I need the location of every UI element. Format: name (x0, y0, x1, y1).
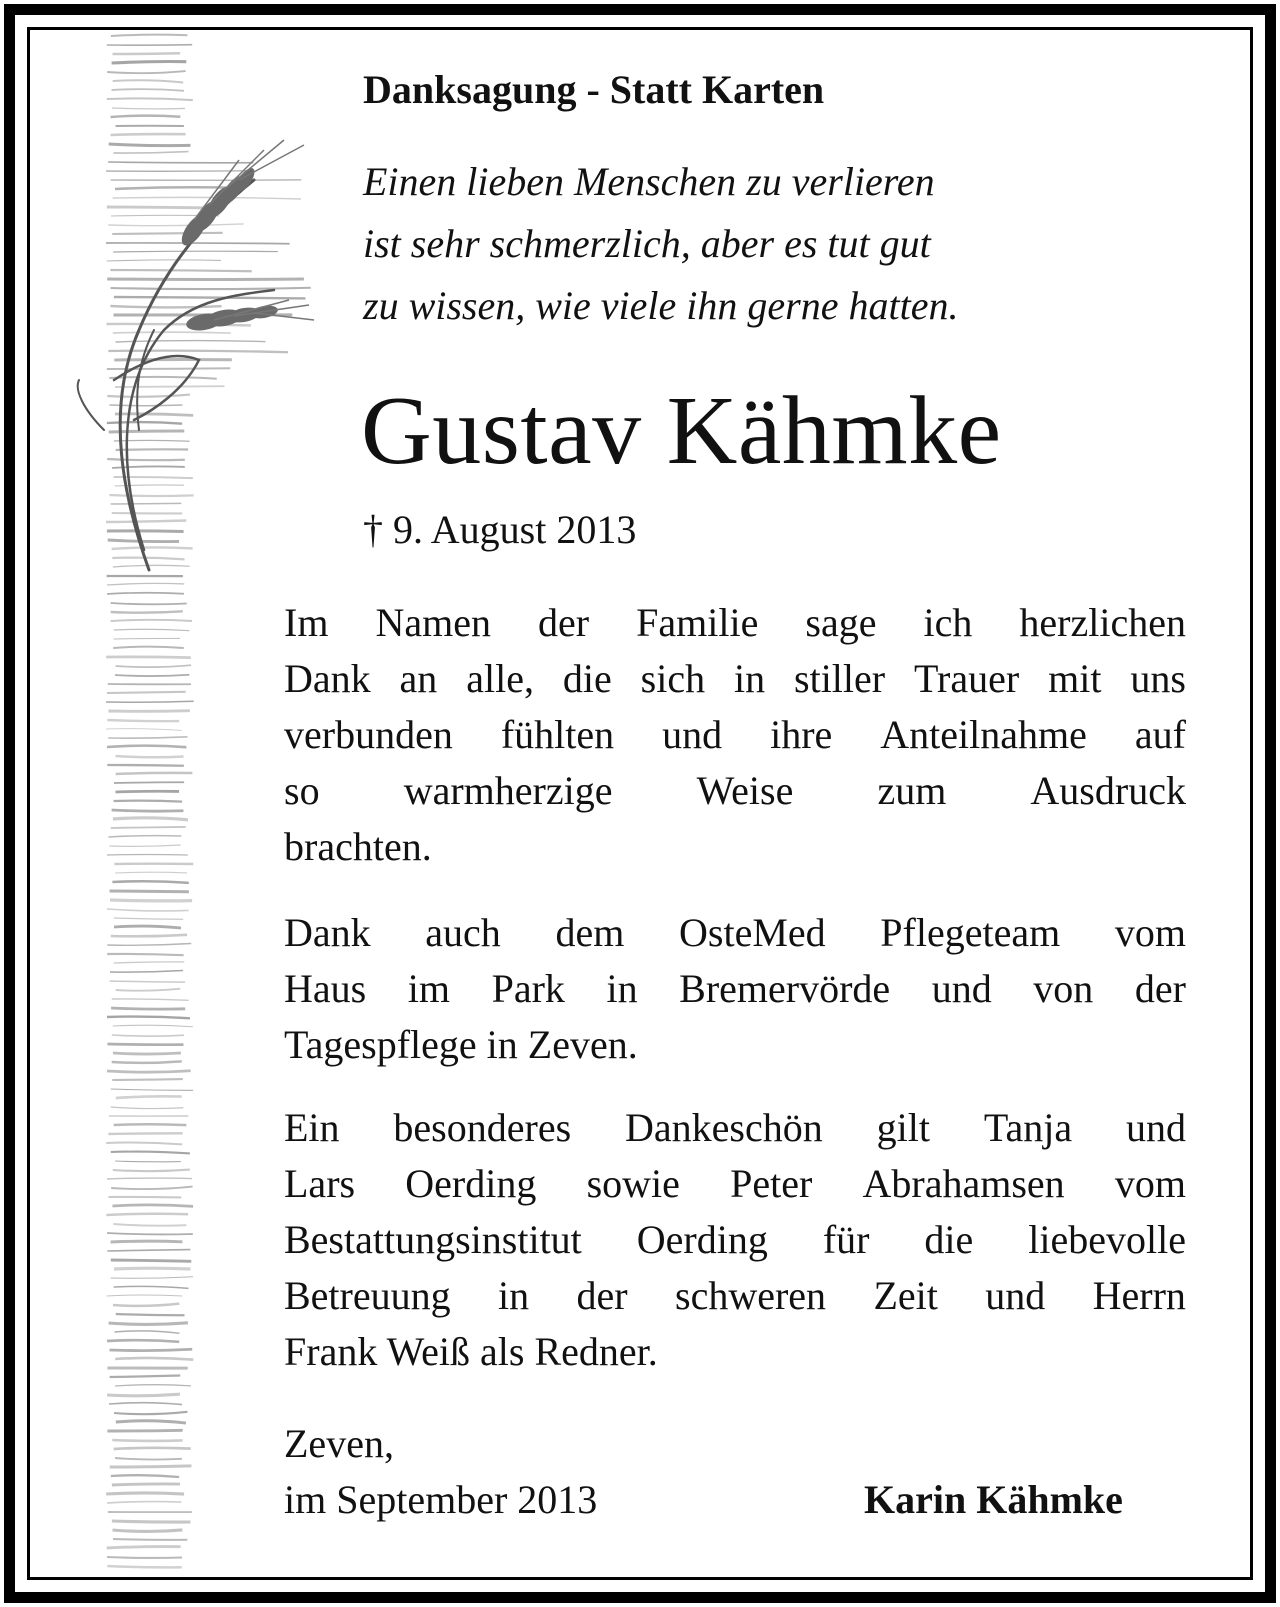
word: Trauer (914, 656, 1020, 701)
word: Oerding (405, 1161, 537, 1206)
texture-stroke (115, 414, 193, 416)
texture-stroke (106, 1143, 182, 1145)
texture-stroke (114, 1286, 189, 1288)
word: mit (1048, 656, 1102, 701)
texture-stroke (109, 1323, 188, 1325)
texture-stroke (111, 611, 183, 612)
word: Oerding (636, 1217, 768, 1262)
word: Zeven. (527, 1022, 638, 1067)
texture-stroke (112, 1035, 184, 1036)
texture-stroke (111, 1277, 193, 1279)
word: Weiß (386, 1329, 471, 1374)
texture-stroke (107, 98, 193, 100)
texture-stroke (116, 1096, 182, 1098)
texture-stroke (111, 116, 181, 117)
texture-stroke (116, 989, 181, 991)
texture-stroke (116, 773, 193, 774)
texture-stroke (107, 459, 185, 460)
texture-stroke (107, 1295, 183, 1296)
texture-stroke (107, 71, 185, 73)
texture-stroke (116, 341, 266, 342)
texture-stroke (109, 144, 191, 146)
word: in (606, 966, 638, 1011)
texture-stroke (107, 1044, 183, 1045)
texture-stroke (113, 53, 181, 54)
word: schweren (675, 1273, 827, 1318)
texture-stroke (111, 1008, 185, 1009)
texture-stroke (107, 1430, 182, 1431)
texture-stroke (115, 791, 179, 792)
texture-stroke (108, 836, 181, 837)
texture-stroke (114, 1331, 179, 1333)
texture-stroke (113, 818, 188, 820)
texture-stroke (115, 187, 240, 189)
texture-stroke (112, 1061, 182, 1063)
word: liebevolle (1028, 1217, 1186, 1262)
paragraph1-line-1 (284, 598, 1186, 648)
texture-stroke (108, 351, 288, 353)
texture-stroke (110, 971, 183, 973)
texture-stroke (107, 720, 179, 721)
texture-stroke (113, 1224, 186, 1226)
texture-stroke (108, 737, 187, 738)
texture-stroke (113, 1304, 179, 1306)
texture-stroke (112, 1079, 183, 1080)
texture-stroke (114, 297, 306, 298)
paragraph1-line-3 (284, 710, 1186, 760)
texture-stroke (107, 583, 184, 585)
texture-stroke (106, 657, 191, 658)
word: und (1125, 1105, 1186, 1150)
texture-stroke (112, 1521, 191, 1522)
texture-stroke (113, 251, 278, 252)
texture-stroke (115, 675, 189, 676)
texture-stroke (106, 243, 290, 244)
word: alle, (466, 656, 534, 701)
paragraph3-line-4 (284, 1271, 1186, 1321)
texture-stroke (111, 134, 186, 135)
word: Dank (284, 910, 371, 955)
paragraph3-line-1 (284, 1103, 1186, 1153)
texture-stroke (115, 1358, 193, 1360)
texture-stroke (110, 1466, 192, 1467)
paragraph3-line-3 (284, 1215, 1186, 1265)
texture-stroke (111, 1260, 192, 1261)
texture-stroke (110, 891, 189, 892)
word: für (822, 1217, 870, 1262)
texture-stroke (108, 1133, 182, 1134)
word: im (407, 966, 451, 1011)
word: in (486, 1022, 518, 1067)
texture-stroke (115, 756, 183, 757)
word: die (924, 1217, 974, 1262)
texture-stroke (108, 162, 253, 163)
word: und (662, 712, 723, 757)
texture-stroke (112, 1440, 182, 1441)
texture-stroke (107, 1394, 180, 1396)
texture-stroke (114, 1448, 191, 1449)
word: Ein (284, 1105, 340, 1150)
word: Weise (696, 768, 794, 813)
texture-stroke (106, 701, 194, 702)
word: dem (555, 910, 625, 955)
word: Tagespflege (284, 1022, 477, 1067)
texture-stroke (115, 1385, 191, 1386)
texture-stroke (112, 999, 189, 1000)
poem-line-2: ist sehr schmerzlich, aber es tut gut (363, 221, 931, 266)
texture-stroke (111, 1475, 179, 1477)
word: Frank (284, 1329, 378, 1374)
paragraph1-line-5 (284, 822, 1186, 872)
texture-stroke (107, 1071, 191, 1072)
word: Peter (730, 1161, 813, 1206)
texture-stroke (111, 1152, 190, 1154)
word: ich (923, 600, 973, 645)
texture-stroke (107, 1502, 181, 1503)
word: Bremervörde (679, 966, 891, 1011)
texture-stroke (116, 1421, 186, 1423)
texture-stroke (110, 1349, 193, 1350)
word: Dankeschön (625, 1105, 823, 1150)
word: Ausdruck (1030, 768, 1186, 813)
texture-stroke (113, 565, 190, 567)
texture-stroke (108, 711, 189, 712)
texture-stroke (114, 440, 190, 441)
word: fühlten (500, 712, 615, 757)
texture-stroke (113, 1539, 187, 1540)
texture-stroke (113, 152, 188, 153)
texture-stroke (107, 260, 221, 261)
word: von (1033, 966, 1094, 1011)
texture-stroke (114, 918, 183, 919)
texture-stroke (110, 981, 185, 982)
texture-stroke (114, 801, 183, 802)
texture-stroke (114, 638, 180, 639)
word: gilt (876, 1105, 930, 1150)
word: brachten. (284, 824, 432, 869)
texture-stroke (111, 1107, 184, 1109)
texture-stroke (106, 521, 186, 522)
word: Im (284, 600, 329, 645)
texture-stroke (106, 729, 182, 731)
heading: Danksagung - Statt Karten (363, 67, 825, 112)
word: Familie (636, 600, 759, 645)
texture-stroke (114, 782, 184, 783)
death-date: † 9. August 2013 (363, 507, 637, 552)
texture-stroke (107, 1557, 182, 1558)
texture-stroke (107, 954, 183, 955)
texture-stroke (107, 593, 184, 594)
word: Betreuung (284, 1273, 451, 1318)
texture-stroke (111, 288, 311, 289)
word: der (538, 600, 590, 645)
word: sich (640, 656, 706, 701)
word: Anteilnahme (880, 712, 1087, 757)
texture-stroke (111, 620, 192, 621)
texture-stroke (107, 1340, 179, 1342)
texture-stroke (107, 944, 191, 946)
word: Lars (284, 1161, 356, 1206)
texture-stroke (107, 765, 184, 766)
deceased-name: Gustav Kähmke (361, 377, 1002, 485)
word: Redner. (534, 1329, 658, 1374)
texture-stroke (107, 1178, 192, 1179)
word: stiller (794, 656, 886, 701)
texture-stroke (111, 1241, 183, 1242)
texture-stroke (114, 962, 185, 963)
texture-stroke (109, 495, 193, 496)
texture-stroke (113, 332, 231, 333)
texture-stroke (115, 1458, 182, 1460)
texture-stroke (108, 540, 179, 542)
wave-texture (106, 35, 311, 1568)
texture-stroke (108, 224, 243, 226)
texture-stroke (112, 547, 193, 549)
word: so (284, 768, 320, 813)
texture-stroke (112, 1484, 180, 1485)
texture-stroke (114, 359, 232, 360)
word: auf (1134, 712, 1186, 757)
word: Zeit (873, 1273, 938, 1318)
word: verbunden (284, 712, 453, 757)
word: Park (491, 966, 565, 1011)
texture-stroke (107, 1017, 190, 1019)
texture-stroke (112, 62, 187, 63)
texture-stroke (113, 197, 301, 199)
texture-stroke (107, 854, 188, 855)
word: in (498, 1273, 530, 1318)
texture-stroke (107, 531, 184, 532)
word: OsteMed (679, 910, 826, 955)
paragraph2-line-3 (284, 1020, 1186, 1070)
texture-stroke (110, 270, 251, 271)
texture-stroke (113, 80, 183, 82)
place: Zeven, (284, 1421, 394, 1466)
texture-stroke (113, 1170, 190, 1172)
word: und (985, 1273, 1046, 1318)
texture-stroke (112, 233, 222, 234)
word: uns (1130, 656, 1186, 701)
texture-stroke (113, 1025, 193, 1027)
paragraph2-line-1 (284, 908, 1186, 958)
word: als (480, 1329, 525, 1374)
texture-stroke (115, 1161, 181, 1162)
texture-stroke (112, 1530, 182, 1532)
texture-stroke (106, 1493, 184, 1494)
texture-stroke (111, 827, 186, 828)
texture-stroke (112, 558, 184, 560)
texture-stroke (107, 692, 186, 693)
texture-stroke (107, 909, 189, 911)
word: besonderes (393, 1105, 572, 1150)
word: herzlichen (1019, 600, 1186, 645)
texture-stroke (112, 108, 185, 109)
texture-stroke (114, 926, 181, 928)
texture-stroke (109, 1403, 182, 1405)
word: Abrahamsen (862, 1161, 1065, 1206)
paragraph2-line-2 (284, 964, 1186, 1014)
texture-stroke (112, 1205, 193, 1207)
texture-stroke (111, 603, 187, 604)
word: sage (805, 600, 877, 645)
paragraph3-line-5 (284, 1327, 1186, 1377)
texture-stroke (107, 746, 186, 748)
texture-stroke (107, 1233, 193, 1234)
texture-stroke (116, 1314, 185, 1315)
texture-stroke (114, 1412, 187, 1414)
paragraph1-line-2 (284, 654, 1186, 704)
texture-stroke (114, 629, 190, 630)
word: Tanja (983, 1105, 1073, 1150)
texture-stroke (116, 665, 191, 667)
poem-line-1: Einen lieben Menschen zu verlieren (363, 159, 935, 204)
texture-stroke (112, 881, 188, 883)
texture-stroke (111, 1089, 193, 1090)
texture-stroke (111, 503, 182, 504)
paragraph1-line-4 (284, 766, 1186, 816)
texture-stroke (111, 1187, 192, 1190)
paragraph3-line-2 (284, 1159, 1186, 1209)
word: Namen (375, 600, 491, 645)
texture-stroke (110, 1376, 181, 1377)
texture-stroke (106, 1214, 188, 1215)
texture-stroke (107, 1547, 181, 1548)
word: Haus (284, 966, 367, 1011)
word: ihre (770, 712, 833, 757)
texture-stroke (114, 1268, 190, 1269)
wheat-stalks (78, 180, 274, 570)
texture-stroke (110, 900, 192, 901)
word: der (576, 1273, 628, 1318)
word: an (399, 656, 438, 701)
texture-stroke (111, 935, 187, 937)
texture-stroke (112, 810, 184, 811)
texture-stroke (107, 395, 190, 397)
texture-stroke (107, 422, 182, 424)
word: auch (425, 910, 501, 955)
word: warmherzige (403, 768, 613, 813)
word: vom (1114, 1161, 1186, 1206)
word: Dank (284, 656, 371, 701)
date-line: im September 2013 (284, 1477, 598, 1522)
word: sowie (586, 1161, 680, 1206)
word: Bestattungsinstitut (284, 1217, 582, 1262)
texture-stroke (113, 1053, 181, 1054)
word: zum (877, 768, 947, 813)
word: in (733, 656, 766, 701)
word: Herrn (1092, 1273, 1186, 1318)
texture-stroke (110, 306, 221, 307)
texture-stroke (115, 386, 224, 387)
texture-stroke (111, 89, 183, 91)
word: Pflegeteam (880, 910, 1061, 955)
texture-stroke (107, 1566, 181, 1567)
texture-stroke (107, 1250, 190, 1251)
signer-name: Karin Kähmke (864, 1477, 1123, 1522)
word: die (562, 656, 612, 701)
word: und (931, 966, 992, 1011)
texture-stroke (115, 872, 187, 873)
texture-stroke (111, 35, 188, 36)
texture-stroke (113, 647, 184, 648)
poem-line-3: zu wissen, wie viele ihn gerne hatten. (363, 283, 959, 328)
texture-stroke (109, 845, 180, 846)
word: vom (1114, 910, 1186, 955)
texture-stroke (114, 1124, 187, 1125)
word: der (1134, 966, 1186, 1011)
texture-stroke (107, 207, 216, 208)
